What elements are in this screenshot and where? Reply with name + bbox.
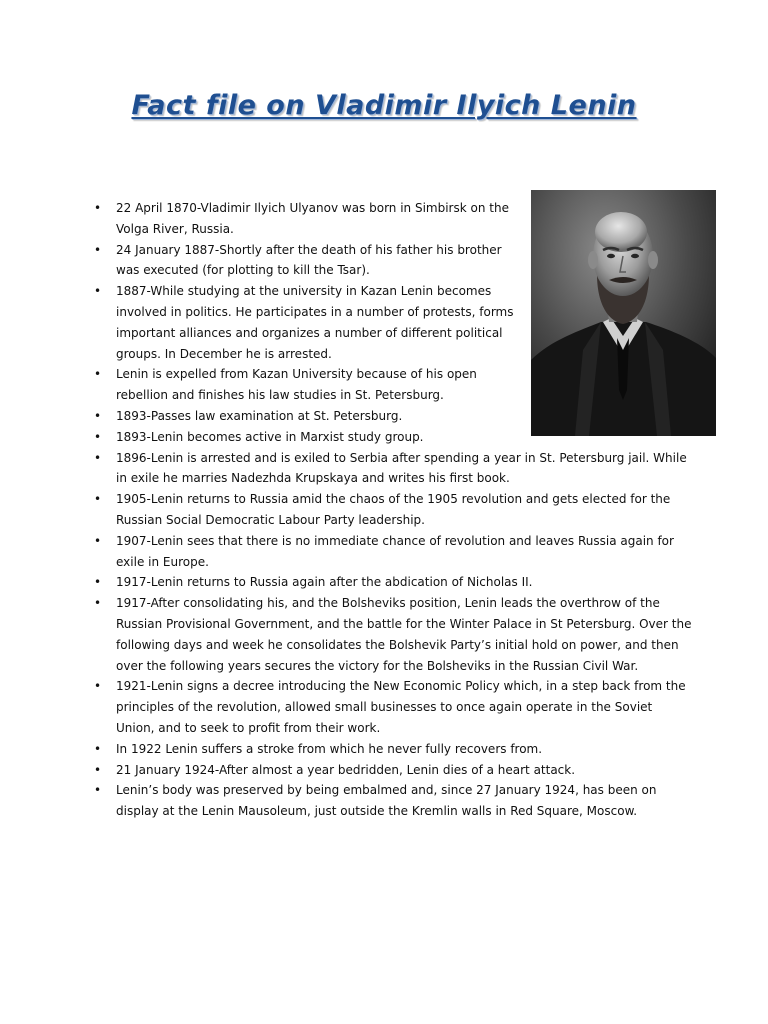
fact-item: • 1893-Passes law examination at St. Petersburg. <box>92 406 692 427</box>
fact-list <box>92 198 692 822</box>
fact-item: • 22 April 1870-Vladimir Ilyich Ulyanov was born in Simbirsk on the Volga River, Russia. <box>92 198 521 240</box>
fact-item: • 1917-After consolidating his, and the Bolsheviks position, Lenin leads the overthrow of the Russian Provisional Government, and the battle for the Winter Palace in St Petersburg. Over the following days and week he consolidates the Bolshevik Party’s initial hold on power, and then over the following years secures the victory for the Bolsheviks in the Russian Civil War. <box>92 593 692 676</box>
fact-item: • 21 January 1924-After almost a year bedridden, Lenin dies of a heart attack. <box>92 760 692 781</box>
fact-item: • 1921-Lenin signs a decree introducing the New Economic Policy which, in a step back from the principles of the revolution, allowed small businesses to once again operate in the Soviet Union, and to seek to profit from their work. <box>92 676 692 738</box>
fact-item: • 1896-Lenin is arrested and is exiled to Serbia after spending a year in St. Petersburg jail. While in exile he marries Nadezhda Krupskaya and writes his first book. <box>92 448 692 490</box>
fact-item: • 24 January 1887-Shortly after the death of his father his brother was executed (for plotting to kill the Tsar). <box>92 240 521 282</box>
fact-item: • Lenin’s body was preserved by being embalmed and, since 27 January 1924, has been on display at the Lenin Mausoleum, just outside the Kremlin walls in Red Square, Moscow. <box>92 780 692 822</box>
fact-item: • Lenin is expelled from Kazan University because of his open rebellion and finishes his law studies in St. Petersburg. <box>92 364 521 406</box>
fact-item: • 1917-Lenin returns to Russia again after the abdication of Nicholas II. <box>92 572 692 593</box>
fact-item: • 1887-While studying at the university in Kazan Lenin becomes involved in politics. He participates in a number of protests, forms important alliances and organizes a number of different political groups. In December he is arrested. <box>92 281 521 364</box>
fact-item: • 1893-Lenin becomes active in Marxist study group. <box>92 427 692 448</box>
fact-item: • 1907-Lenin sees that there is no immediate chance of revolution and leaves Russia again for exile in Europe. <box>92 531 692 573</box>
document-title: Fact file on Vladimir Ilyich Lenin <box>131 90 637 121</box>
fact-item: • In 1922 Lenin suffers a stroke from which he never fully recovers from. <box>92 739 692 760</box>
fact-item: • 1905-Lenin returns to Russia amid the chaos of the 1905 revolution and gets elected for the Russian Social Democratic Labour Party leadership. <box>92 489 692 531</box>
